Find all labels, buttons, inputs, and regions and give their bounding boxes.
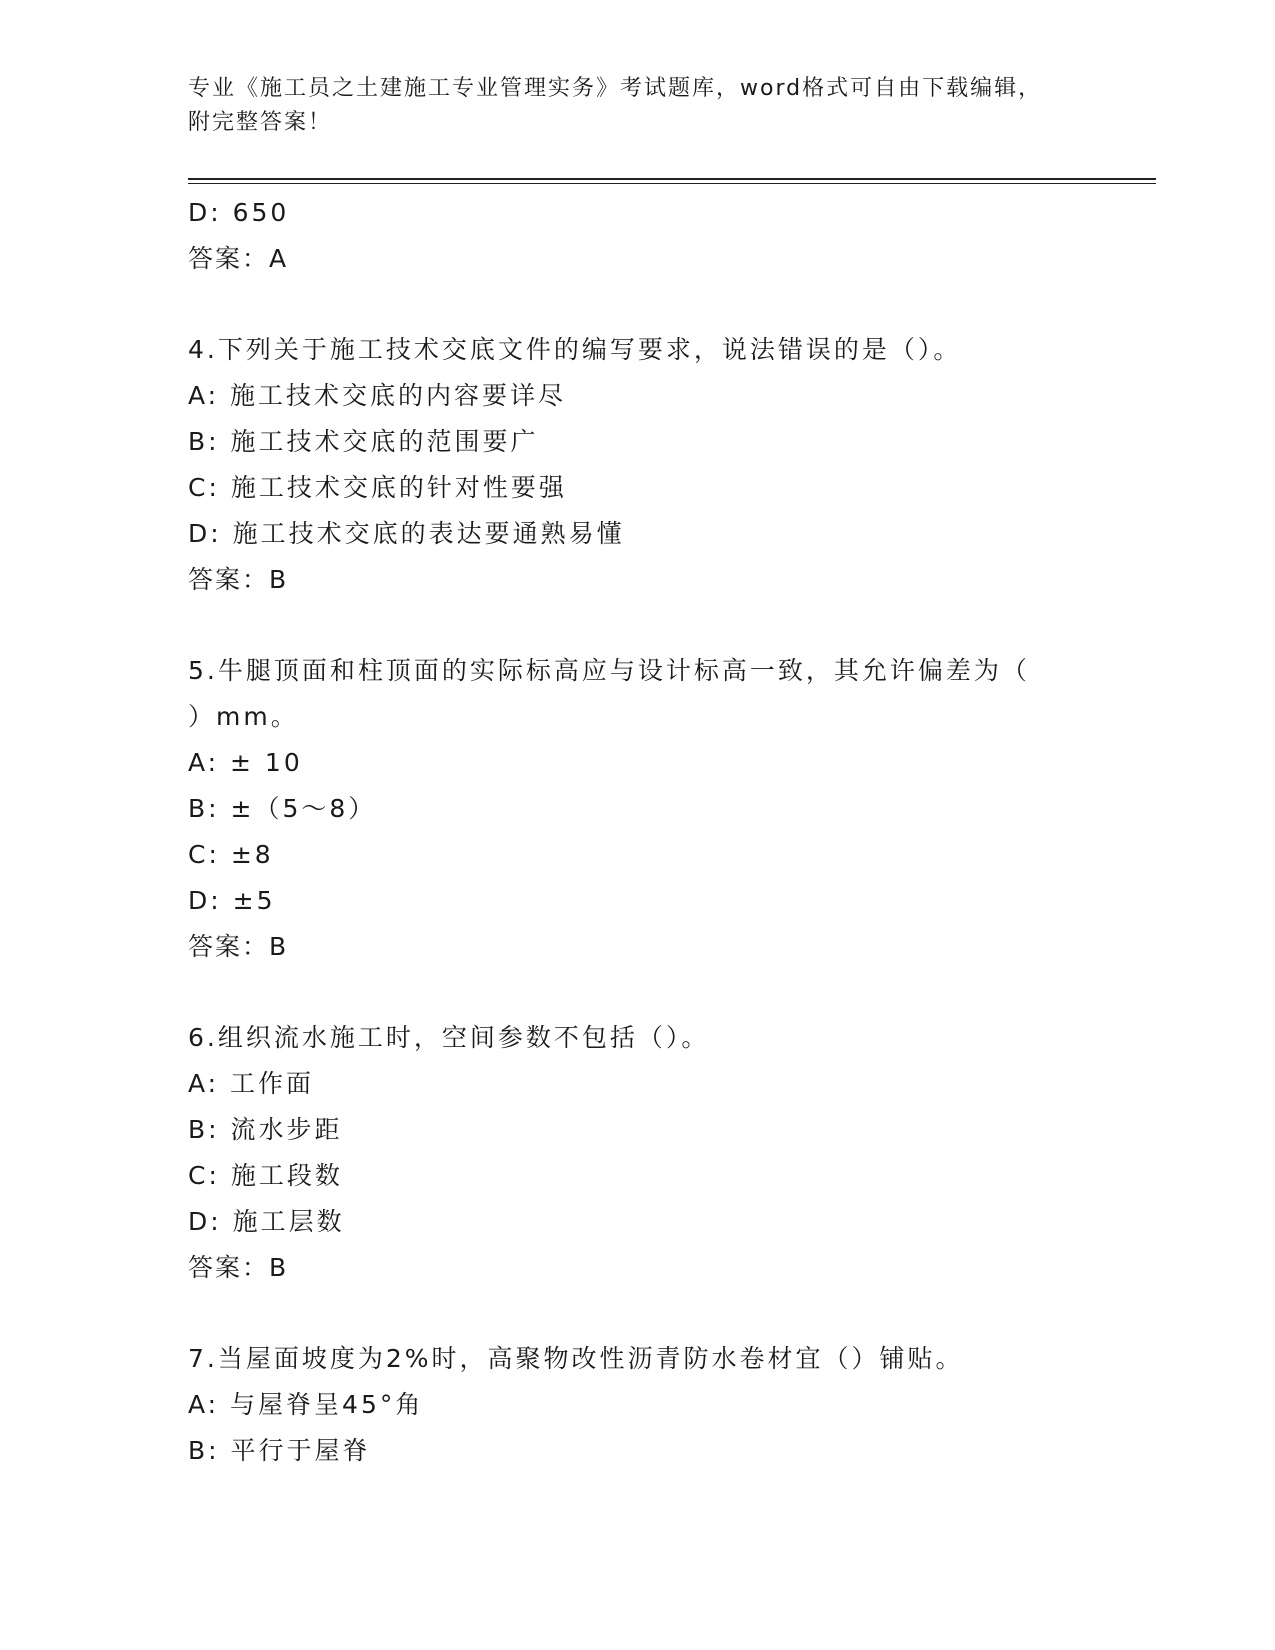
q7-option-a: A: 与屋脊呈45°角 bbox=[188, 1390, 424, 1419]
q6-option-d: D: 施工层数 bbox=[188, 1207, 345, 1236]
q5-option-d: D: ±5 bbox=[188, 886, 276, 915]
document-header bbox=[188, 72, 1088, 140]
question-4 bbox=[188, 327, 1088, 603]
question-7 bbox=[188, 1336, 1088, 1474]
q6-option-c: C: 施工段数 bbox=[188, 1161, 343, 1190]
q6-option-a: A: 工作面 bbox=[188, 1069, 315, 1098]
q4-stem: 4.下列关于施工技术交底文件的编写要求，说法错误的是（）。 bbox=[188, 335, 962, 364]
q6-option-b: B: 流水步距 bbox=[188, 1115, 343, 1144]
q4-option-b: B: 施工技术交底的范围要广 bbox=[188, 427, 539, 456]
header-line-2: 附完整答案！ bbox=[188, 110, 333, 135]
q4-option-c: C: 施工技术交底的针对性要强 bbox=[188, 473, 567, 502]
q5-option-a: A: ± 10 bbox=[188, 748, 303, 777]
header-divider-thin bbox=[188, 183, 1156, 184]
question-list bbox=[188, 190, 1088, 1474]
q6-answer: 答案：B bbox=[188, 1253, 289, 1282]
q6-stem: 6.组织流水施工时，空间参数不包括（）。 bbox=[188, 1023, 710, 1052]
q4-option-a: A: 施工技术交底的内容要详尽 bbox=[188, 381, 567, 410]
header-line-1: 专业《施工员之土建施工专业管理实务》考试题库，word格式可自由下载编辑， bbox=[188, 76, 1043, 101]
q7-option-b: B: 平行于屋脊 bbox=[188, 1436, 371, 1465]
q4-answer: 答案：B bbox=[188, 565, 289, 594]
q7-stem: 7.当屋面坡度为2%时，高聚物改性沥青防水卷材宜（）铺贴。 bbox=[188, 1344, 964, 1373]
q5-option-c: C: ±8 bbox=[188, 840, 274, 869]
q4-option-d: D: 施工技术交底的表达要通熟易懂 bbox=[188, 519, 625, 548]
q3-option-d: D: 650 bbox=[188, 198, 290, 227]
question-3-tail bbox=[188, 190, 1088, 282]
q5-answer: 答案：B bbox=[188, 932, 289, 961]
q5-option-b: B: ±（5～8） bbox=[188, 794, 377, 823]
q5-stem-line-1: 5.牛腿顶面和柱顶面的实际标高应与设计标高一致，其允许偏差为（ bbox=[188, 656, 1030, 685]
header-divider-thick bbox=[188, 178, 1156, 180]
question-5 bbox=[188, 648, 1088, 970]
question-6 bbox=[188, 1015, 1088, 1291]
q5-stem-line-2: ）mm。 bbox=[188, 702, 299, 731]
q3-answer: 答案：A bbox=[188, 244, 289, 273]
